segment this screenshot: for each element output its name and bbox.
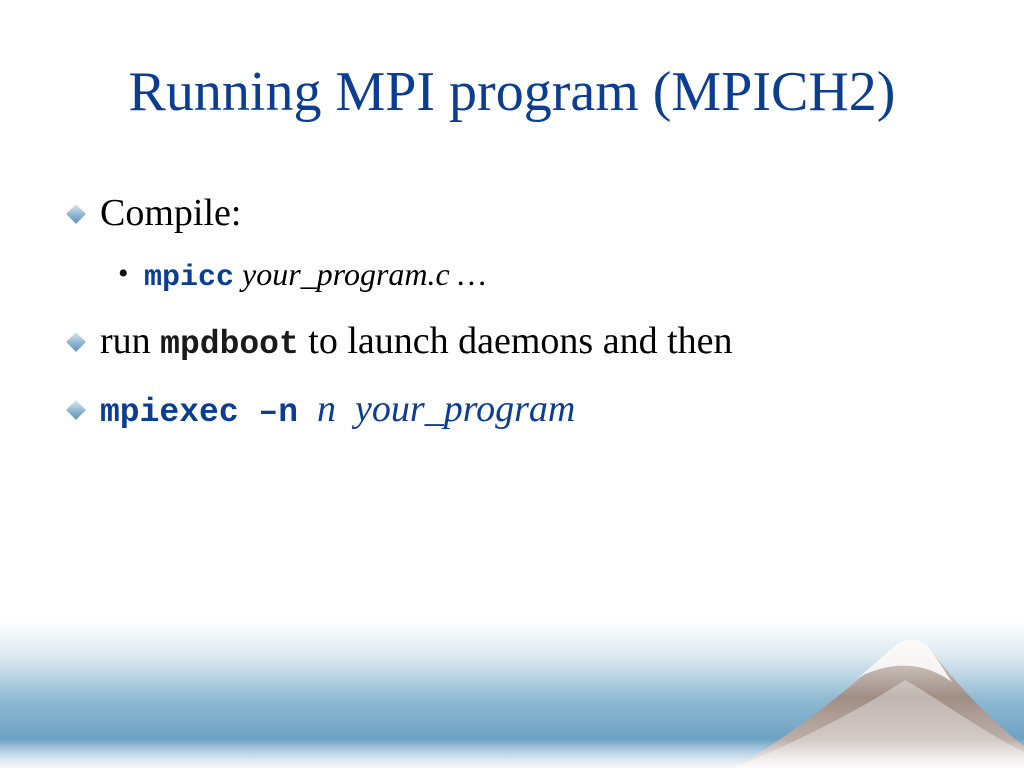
argument-n: n <box>317 388 337 430</box>
command-mpiexec: mpiexec –n <box>100 394 299 431</box>
command-mpicc: mpicc <box>144 261 235 295</box>
round-bullet-icon: • <box>118 257 129 290</box>
command-mpdboot: mpdboot <box>160 326 299 363</box>
diamond-bullet-icon <box>66 204 86 224</box>
diamond-bullet-icon <box>66 400 86 420</box>
bullet-list <box>62 190 1002 454</box>
bullet-compile <box>62 190 1002 236</box>
bullet-text-before: run <box>100 320 151 362</box>
argument-program: your_program <box>355 388 576 430</box>
slide-title: Running MPI program (MPICH2) <box>128 61 896 123</box>
bullet-text-after: to launch daemons and then <box>308 320 733 362</box>
bullet-text: Compile: <box>100 192 242 234</box>
bullet-mpiexec <box>62 386 1002 436</box>
diamond-bullet-icon <box>66 332 86 352</box>
bullet-run-mpdboot <box>62 318 1002 368</box>
mountain-decoration <box>0 620 1024 768</box>
argument-program-file: your_program.c … <box>242 256 487 292</box>
sub-bullet-mpicc <box>62 254 1002 298</box>
